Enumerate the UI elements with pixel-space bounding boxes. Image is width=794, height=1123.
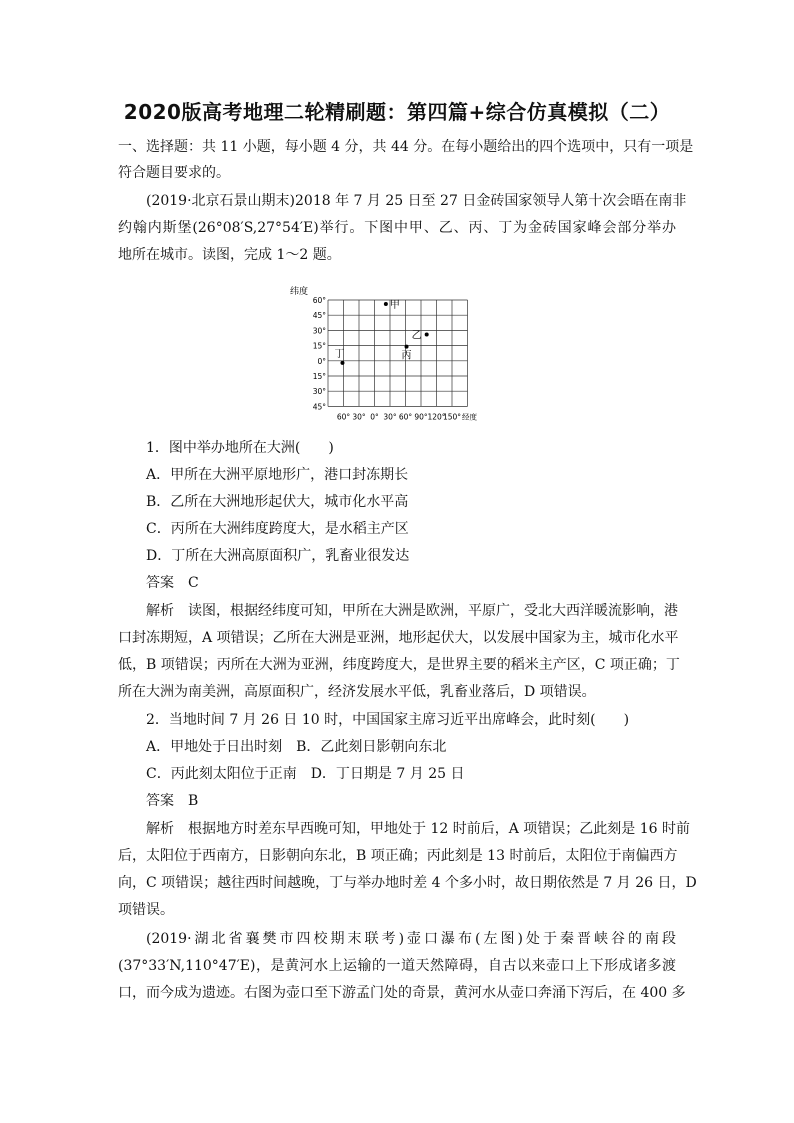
y-tick-label: 0°: [317, 356, 326, 366]
y-tick-label: 15°: [312, 372, 326, 381]
q1-option-c: C．丙所在大洲纬度跨度大，是水稻主产区: [146, 521, 409, 537]
x-tick-label: 30°: [352, 412, 366, 422]
intro-paragraph-line-1: (2019·北京石景山期末)2018 年 7 月 25 日至 27 日金砖国家领导人第十次会晤在南非: [146, 193, 687, 209]
y-tick-label: 30°: [312, 387, 326, 397]
q2-stem: 2．当地时间 7 月 26 日 10 时，中国国家主席习近平出席峰会，此时刻( ): [146, 712, 630, 728]
y-tick-label: 30°: [312, 326, 326, 336]
q1-option-a: A．甲所在大洲平原地形广，港口封冻期长: [146, 467, 409, 483]
intro2-line-3: 口，而今成为遗迹。右图为壶口至下游孟门处的奇景，黄河水从壶口奔涌下泻后，在 400 多: [118, 985, 686, 1001]
section-heading-line-1: 一、选择题：共 11 小题，每小题 4 分，共 44 分。在每小题给出的四个选项中，只有一项是: [118, 139, 694, 155]
x-tick-label: 30°: [383, 412, 397, 422]
x-tick-label: 0°: [370, 412, 379, 422]
map-x-title: 经度: [462, 412, 477, 422]
y-tick-label: 60°: [312, 296, 326, 305]
intro-paragraph-line-2: 约翰内斯堡(26°08′S,27°54′E)举行。下图中甲、乙、丙、丁为金砖国家峰会部分举办: [118, 220, 676, 236]
document-title: 2020版高考地理二轮精刷题：第四篇+综合仿真模拟（二）: [123, 100, 671, 124]
x-tick-label: 90°: [414, 412, 428, 422]
q1-analysis-line-1: 解析 读图，根据经纬度可知，甲所在大洲是欧洲，平原广，受北大西洋暖流影响，港: [146, 603, 678, 619]
city-label: 乙: [411, 330, 422, 342]
q2-analysis-line-3: 向，C 项错误；越往西时间越晚，丁与举办地时差 4 个多小时，故日期依然是 7 月 26 日，D: [118, 875, 697, 891]
map-points: [334, 299, 428, 365]
q1-option-d: D．丁所在大洲高原面积广，乳畜业很发达: [146, 548, 410, 564]
intro-paragraph-line-3: 地所在城市。读图，完成 1～2 题。: [118, 247, 341, 263]
lat-lon-grid-map: [286, 284, 526, 424]
x-tick-label: 120°: [427, 412, 446, 422]
city-point: [340, 361, 344, 365]
q2-analysis-line-1: 解析 根据地方时差东早西晚可知，甲地处于 12 时前后，A 项错误；乙此刻是 16 时前: [146, 821, 690, 837]
q1-stem: 1．图中举办地所在大洲( ): [146, 440, 334, 456]
map-x-ticks: [337, 411, 478, 421]
x-tick-label: 60°: [336, 412, 351, 422]
city-point: [384, 302, 388, 306]
y-tick-label: 45°: [312, 311, 326, 321]
city-point: [425, 332, 429, 336]
q2-analysis-line-4: 项错误。: [118, 902, 174, 918]
x-tick-label: 60°: [398, 412, 413, 422]
x-tick-label: 150°: [442, 412, 462, 422]
city-label: 丁: [334, 348, 345, 360]
intro2-line-1: (2019·湖北省襄樊市四校期末联考)壶口瀑布(左图)处于秦晋峡谷的南段: [146, 931, 676, 947]
q1-analysis-line-2: 口封冻期短，A 项错误；乙所在大洲是亚洲，地形起伏大，以发展中国家为主，城市化水平: [118, 630, 679, 646]
q1-option-b: B．乙所在大洲地形起伏大，城市化水平高: [146, 494, 409, 510]
q1-analysis-line-3: 低，B 项错误；丙所在大洲为亚洲，纬度跨度大，是世界主要的稻米主产区，C 项正确；丁: [118, 657, 680, 673]
y-tick-label: 45°: [312, 402, 326, 412]
q2-options-ab: A．甲地处于日出时刻 B．乙此刻日影朝向东北: [146, 739, 447, 755]
intro2-line-2: (37°33′N,110°47′E)，是黄河水上运输的一道天然障碍，自古以来壶口上下形成诸多渡: [118, 958, 676, 974]
city-label: 丙: [401, 350, 412, 362]
q1-analysis-line-4: 所在大洲为南美洲，高原面积广，经济发展水平低，乳畜业落后，D 项错误。: [118, 684, 596, 700]
map-grid: [328, 300, 468, 406]
map-y-ticks: [313, 296, 327, 411]
city-point: [405, 345, 409, 349]
q2-options-cd: C．丙此刻太阳位于正南 D．丁日期是 7 月 25 日: [146, 766, 465, 782]
section-heading-line-2: 符合题目要求的。: [118, 165, 230, 181]
y-tick-label: 15°: [312, 341, 326, 351]
q2-analysis-line-2: 后，太阳位于西南方，日影朝向东北，B 项正确；丙此刻是 13 时前后，太阳位于南偏西方: [118, 848, 678, 864]
map-y-title: 纬度: [290, 287, 309, 297]
q1-answer: 答案 C: [146, 575, 199, 591]
city-label: 甲: [389, 300, 400, 312]
q2-answer: 答案 B: [146, 793, 199, 809]
